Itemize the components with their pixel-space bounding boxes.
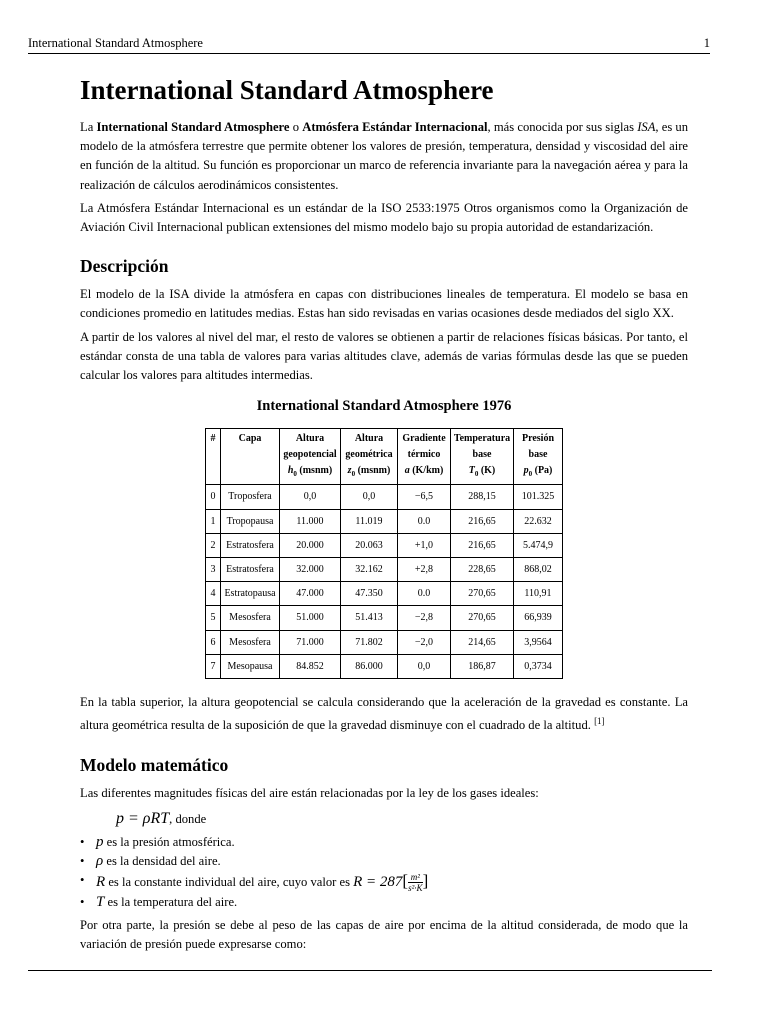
table-row — [206, 630, 563, 654]
equation-suffix: , donde — [169, 811, 207, 826]
article-content — [80, 70, 688, 959]
isa-table — [205, 428, 563, 679]
intro-text: La — [80, 120, 97, 134]
after-table-text: En la tabla superior, la altura geopotencial se calcula considerando que la aceleración de la gravedad es constante. La altura geométrica resulta de la suposición de que la gravedad disminuye con el cuadrado de la altitud. — [80, 695, 688, 733]
table-cell: 0 — [206, 485, 221, 509]
intro-paragraph-2: La Atmósfera Estándar Internacional es un estándar de la ISO 2533:1975 Otros organismos como la Organización de Aviación Civil Internacional publican extensiones del mismo modelo bajo su propia autoridad de estandarización. — [80, 200, 688, 235]
header-line: Capa — [238, 433, 262, 445]
intro-italic-term: ISA — [637, 120, 656, 134]
table-cell: 51.000 — [280, 606, 341, 630]
intro-text: , más conocida por sus siglas — [487, 120, 638, 134]
intro-text: o — [289, 120, 303, 134]
table-cell: 0.0 — [398, 582, 451, 606]
table-cell: 47.350 — [341, 582, 398, 606]
table-cell: 7 — [206, 654, 221, 678]
table-cell: 32.000 — [280, 558, 341, 582]
table-header-cell — [451, 429, 514, 485]
header-symbol: a (K/km) — [404, 465, 444, 477]
table-cell: 84.852 — [280, 654, 341, 678]
intro-text: , es un modelo de la atmósfera terrestre que permite obtener los valores de presión, temperatura, densidad y viscosidad del aire en función de la altitud. Su función es proporcionar un marco de referencia invariante para la navegación aérea y para la realización de cálculos aerodinámicos consistentes. — [80, 120, 689, 192]
table-body — [206, 485, 563, 679]
table-cell: 66,939 — [514, 606, 563, 630]
reference-link[interactable]: [1] — [594, 716, 605, 727]
table-cell: 22.632 — [514, 509, 563, 533]
table-cell: 11.000 — [280, 509, 341, 533]
table-cell: 3 — [206, 558, 221, 582]
table-cell: 270,65 — [451, 606, 514, 630]
table-header-cell — [206, 429, 221, 485]
table-cell: 228,65 — [451, 558, 514, 582]
table-cell: 4 — [206, 582, 221, 606]
table-cell: 216,65 — [451, 533, 514, 557]
variable-symbol: p — [96, 834, 104, 851]
header-symbol: $T_0$ (K) — [468, 465, 496, 479]
intro-paragraph-1 — [80, 118, 688, 195]
table-cell: Estratopausa — [221, 582, 280, 606]
intro-bold-term: Atmósfera Estándar Internacional — [302, 120, 488, 134]
table-cell: +1,0 — [398, 533, 451, 557]
intro-bold-term: International Standard Atmosphere — [96, 120, 290, 134]
variable-description: es la densidad del aire. — [103, 854, 221, 869]
table-cell: 868,02 — [514, 558, 563, 582]
header-line: # — [210, 433, 216, 445]
table-title: International Standard Atmosphere 1976 — [256, 398, 512, 415]
table-cell: Estratosfera — [221, 558, 280, 582]
table-row — [206, 533, 563, 557]
table-cell: 0,0 — [398, 654, 451, 678]
variable-item — [80, 833, 688, 852]
table-cell: 20.063 — [341, 533, 398, 557]
table-cell: 20.000 — [280, 533, 341, 557]
descripcion-paragraph-2: A partir de los valores al nivel del mar, el resto de valores se obtienen a partir de relaciones físicas básicas. Por tanto, el estándar consta de una tabla de valores para varias altitudes clave, además de varias fórmulas desde las que se pueden calcular los valores para altitudes intermedias. — [80, 329, 688, 383]
table-cell: 71.000 — [280, 630, 341, 654]
table-cell: 71.802 — [341, 630, 398, 654]
table-cell: +2,8 — [398, 558, 451, 582]
table-row — [206, 582, 563, 606]
ideal-gas-equation — [116, 809, 688, 829]
table-row — [206, 485, 563, 509]
table-cell: 216,65 — [451, 509, 514, 533]
table-cell: 270,65 — [451, 582, 514, 606]
modelo-paragraph-1: Las diferentes magnitudes físicas del aire están relacionadas por la ley de los gases ideales: — [80, 785, 539, 800]
table-cell: 288,15 — [451, 485, 514, 509]
header-line: geométrica — [345, 449, 393, 461]
table-cell: 51.413 — [341, 606, 398, 630]
table-cell: −2,0 — [398, 630, 451, 654]
table-cell: 110,91 — [514, 582, 563, 606]
modelo-paragraph-2: Por otra parte, la presión se debe al peso de las capas de aire por encima de la altitud considerada, de modo que la variación de presión puede expresarse como: — [80, 918, 688, 952]
descripcion-paragraph-1: El modelo de la ISA divide la atmósfera en capas con distribuciones lineales de temperatura. El modelo se basa en condiciones promedio en latitudes medias. Estas han sido revisadas en varias ocasiones desde mediados del siglo XX. — [80, 287, 688, 321]
table-cell: 1 — [206, 509, 221, 533]
table-header-cell — [341, 429, 398, 485]
header-symbol: $z_0$ (msnm) — [347, 465, 391, 479]
running-header — [28, 36, 710, 54]
table-cell: 0,3734 — [514, 654, 563, 678]
table-cell: −6,5 — [398, 485, 451, 509]
header-line: Altura — [354, 433, 384, 445]
table-cell: Troposfera — [221, 485, 280, 509]
running-header-title: International Standard Atmosphere — [28, 36, 203, 50]
footer-rule — [28, 970, 712, 971]
table-cell: −2,8 — [398, 606, 451, 630]
table-cell: 47.000 — [280, 582, 341, 606]
equation-formula: p = ρRT — [116, 809, 170, 827]
table-cell: Mesosfera — [221, 630, 280, 654]
variable-description: es la presión atmosférica. — [103, 835, 235, 850]
header-line: base — [528, 449, 548, 461]
table-row — [206, 654, 563, 678]
table-cell: 101.325 — [514, 485, 563, 509]
header-line: base — [472, 449, 492, 461]
header-line: geopotencial — [283, 449, 337, 461]
table-cell: 3,9564 — [514, 630, 563, 654]
table-cell: 11.019 — [341, 509, 398, 533]
variable-symbol: ρ — [96, 853, 104, 870]
header-line: Temperatura — [453, 433, 511, 445]
header-line: Presión — [521, 433, 555, 445]
header-line: Altura — [295, 433, 325, 445]
table-header-row — [206, 429, 563, 485]
table-cell: Mesopausa — [221, 654, 280, 678]
variable-description: es la constante individual del aire, cuyo valor es — [105, 875, 354, 890]
header-line: Gradiente — [402, 433, 446, 445]
table-header-cell — [280, 429, 341, 485]
table-cell: 86.000 — [341, 654, 398, 678]
variable-description: es la temperatura del aire. — [104, 895, 238, 910]
variable-item — [80, 852, 688, 871]
table-cell: Tropopausa — [221, 509, 280, 533]
section-heading-modelo: Modelo matemático — [80, 754, 229, 775]
page-title: International Standard Atmosphere — [80, 75, 494, 105]
table-cell: 6 — [206, 630, 221, 654]
table-cell: 0,0 — [280, 485, 341, 509]
table-cell: 214,65 — [451, 630, 514, 654]
table-cell: Estratosfera — [221, 533, 280, 557]
table-cell: 0,0 — [341, 485, 398, 509]
table-row — [206, 509, 563, 533]
table-cell: 5 — [206, 606, 221, 630]
table-header-cell — [398, 429, 451, 485]
header-symbol: $p_0$ (Pa) — [523, 465, 553, 479]
header-line: térmico — [407, 449, 441, 461]
table-cell: 186,87 — [451, 654, 514, 678]
table-cell: 32.162 — [341, 558, 398, 582]
table-row — [206, 558, 563, 582]
table-header-cell — [221, 429, 280, 485]
variable-item — [80, 871, 688, 893]
table-cell: Mesosfera — [221, 606, 280, 630]
table-cell: 5.474,9 — [514, 533, 563, 557]
variable-list — [80, 833, 688, 912]
variable-item — [80, 893, 688, 912]
table-cell: 2 — [206, 533, 221, 557]
table-row — [206, 606, 563, 630]
table-header-cell — [514, 429, 563, 485]
variable-symbol: T — [96, 894, 105, 911]
after-table-paragraph — [80, 693, 688, 736]
table-cell: 0.0 — [398, 509, 451, 533]
r-constant-value: R = 287[ $\frac{\text{m²}}{\text{s²·K}}$ ] — [353, 871, 429, 894]
variable-symbol: R — [96, 874, 106, 891]
section-heading-descripcion: Descripción — [80, 256, 169, 277]
header-symbol: $h_0$ (msnm) — [287, 465, 333, 479]
page-number: 1 — [703, 36, 710, 50]
